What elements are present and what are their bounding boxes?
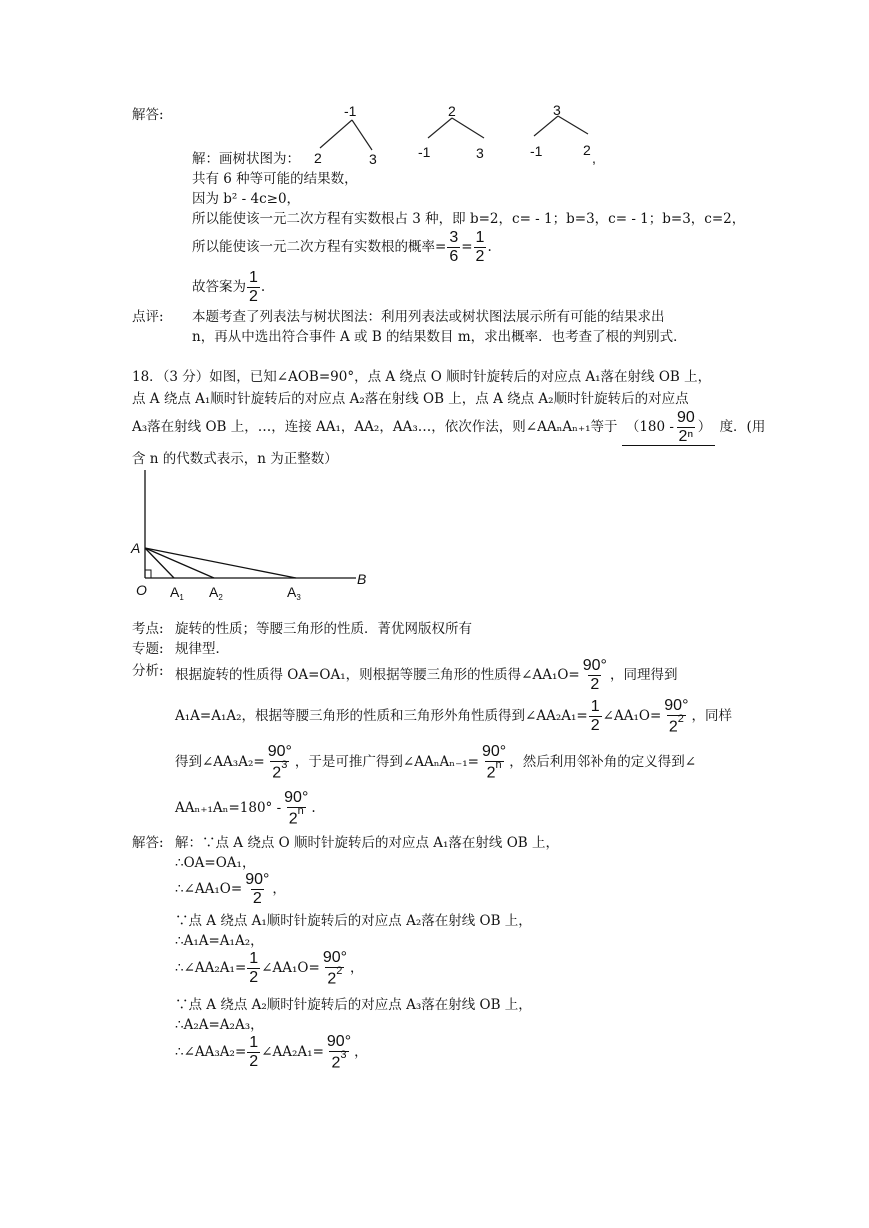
- fenxi-line-2: A₁A=A₁A₂，根据等腰三角形的性质和三角形外角性质得到∠AA₂A₁= $\frac{1}{2}$ ∠AA₁O= $\frac{90^\circ}{2^2}$ ，同样: [175, 697, 732, 736]
- question-18-line-4: 含 n 的代数式表示，n 为正整数）: [132, 451, 338, 467]
- section-label-jieda-2: 解答:: [132, 835, 164, 851]
- answer-fraction: $\frac{1}{2}$: [249, 269, 258, 305]
- solution-step-6: ∴∠AA₂A₁= $\frac{1}{2}$ ∠AA₁O= $\frac{90^\circ}{2^2}$ ，: [175, 949, 364, 988]
- dianping-line-1: 本题考查了列表法与树状图法：利用列表法或树状图法展示所有可能的结果求出: [192, 309, 665, 325]
- point-label-A: A: [131, 540, 141, 556]
- solution-step-9: ∴∠AA₃A₂= $\frac{1}{2}$ ∠AA₂A₁= $\frac{90^\circ}{2^3}$ ，: [175, 1033, 368, 1072]
- section-label-fenxi: 分析:: [132, 663, 164, 679]
- dianping-line-2: n，再从中选出符合事件 A 或 B 的结果数目 m，求出概率．也考查了根的判别式．: [192, 329, 687, 345]
- tree-comma: ,: [592, 150, 596, 166]
- solution-step-8: ∴A₂A=A₂A₃，: [175, 1017, 264, 1033]
- tree2-left: -1: [418, 144, 431, 160]
- solution-step-1: 解：∵点 A 绕点 O 顺时针旋转后的对应点 A₁落在射线 OB 上，: [175, 835, 560, 851]
- answer-blank: （180 - $\frac{90}{\text{2ⁿ}}$ ）: [622, 410, 715, 446]
- tree2-right: 3: [476, 145, 484, 161]
- solution-line-4: 所以能使该一元二次方程有实数根占 3 种，即 b=2，c= - 1；b=3，c= - 1；b=3，c=2，: [192, 211, 746, 227]
- fenxi-line-3: 得到∠AA₃A₂= $\frac{90^\circ}{2^3}$ ，于是可推广得到∠AAₙAₙ₋₁= $\frac{90^\circ}{2^n}$ ，然后利用邻补角的定义得到∠: [175, 743, 697, 782]
- zhuanti-text: 规律型．: [175, 641, 229, 657]
- solution-step-5: ∴A₁A=A₁A₂，: [175, 933, 264, 949]
- fraction-1-2: $\frac{1}{2}$: [475, 229, 485, 265]
- kaodian-text: 旋转的性质；等腰三角形的性质．菁优网版权所有: [175, 621, 472, 637]
- fenxi-line-1: 根据旋转的性质得 OA=OA₁，则根据等腰三角形的性质得∠AA₁O= $\frac{90^\circ}{2}$ ，同理得到: [175, 657, 678, 693]
- fenxi-line-4: AAₙ₊₁Aₙ=180° - $\frac{90^\circ}{2^n}$ .: [175, 789, 316, 828]
- solution-step-7: ∵点 A 绕点 A₂顺时针旋转后的对应点 A₃落在射线 OB 上，: [175, 997, 532, 1013]
- fraction-3-6: $\frac{3}{6}$: [449, 229, 459, 265]
- solution-line-1: 解：画树状图为：: [192, 151, 300, 167]
- solution-line-5: 所以能使该一元二次方程有实数根的概率= $\frac{3}{6}$ = $\frac{1}{2}$ .: [192, 229, 492, 265]
- solution-step-4: ∵点 A 绕点 A₁顺时针旋转后的对应点 A₂落在射线 OB 上，: [175, 913, 532, 929]
- tree1-right: 3: [369, 151, 377, 167]
- section-label-zhuanti: 专题:: [132, 641, 164, 657]
- point-label-A3: $A_3$: [287, 584, 301, 602]
- solution-step-3: ∴∠AA₁O= $\frac{90^\circ}{2}$ ，: [175, 871, 286, 907]
- section-label-jieda: 解答:: [132, 107, 164, 123]
- tree3-root: 3: [553, 102, 561, 118]
- solution-line-3: 因为 b² - 4c≥0，: [192, 191, 301, 207]
- section-label-kaodian: 考点:: [132, 621, 164, 637]
- solution-step-2: ∴OA=OA₁，: [175, 855, 256, 871]
- tree1-left: 2: [314, 150, 322, 166]
- point-label-A2: $A_2$: [209, 584, 223, 602]
- tree1-root: -1: [344, 103, 357, 119]
- question-18-line-3: A₃落在射线 OB 上，…，连接 AA₁，AA₂，AA₃…，依次作法，则∠AAₙAₙ₊₁等于 （180 - $\frac{90}{\text{2ⁿ}}$ ） 度．(用: [132, 409, 766, 445]
- tree2-root: 2: [448, 103, 456, 119]
- point-label-A1: $A_1$: [170, 584, 184, 602]
- tree3-left: -1: [530, 143, 543, 159]
- question-18-line-1: 18．（3 分）如图，已知∠AOB=90°，点 A 绕点 O 顺时针旋转后的对应点 A₁落在射线 OB 上，: [132, 369, 712, 385]
- question-18-line-2: 点 A 绕点 A₁顺时针旋转后的对应点 A₂落在射线 OB 上，点 A 绕点 A₂顺时针旋转后的对应点: [132, 391, 689, 407]
- section-label-dianping: 点评:: [132, 309, 164, 325]
- point-label-O: O: [136, 582, 147, 598]
- point-label-B: B: [357, 571, 367, 587]
- tree3-right: 2: [583, 142, 591, 158]
- solution-answer-line: 故答案为 $\frac{1}{2}$ .: [192, 269, 266, 305]
- solution-line-2: 共有 6 种等可能的结果数，: [192, 171, 358, 187]
